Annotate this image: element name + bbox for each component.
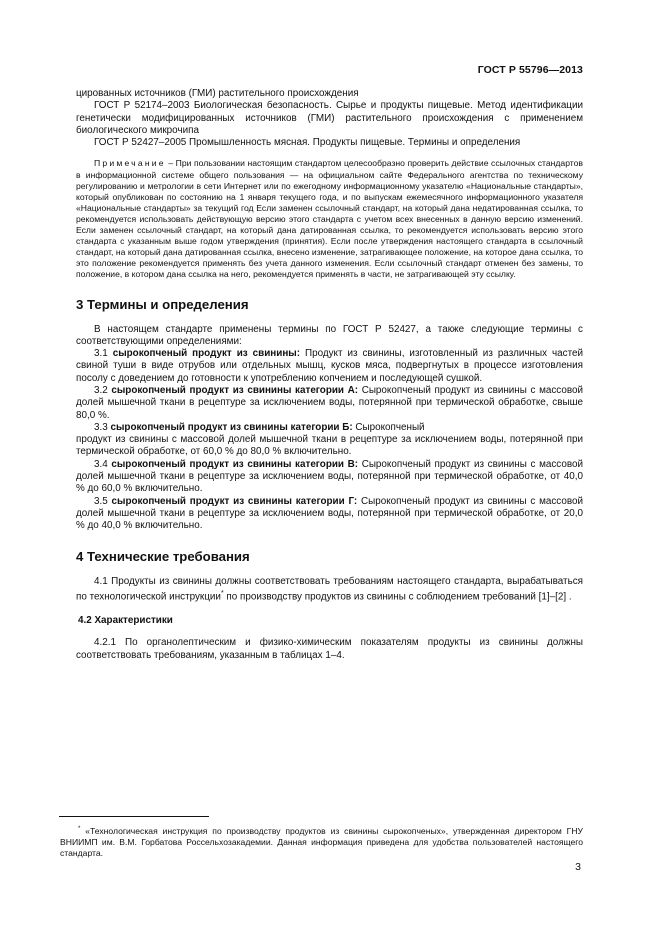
subsection-4-2-heading: 4.2 Характеристики: [78, 615, 173, 627]
term-number: 3.2: [94, 385, 112, 396]
section-3-heading: 3 Термины и определения: [76, 296, 249, 312]
term-name: сырокопченый продукт из свинины категории В:: [111, 458, 359, 470]
term-3-5: [76, 496, 583, 533]
note-text: – При пользовании настоящим стандартом целесообразно проверить действие ссылочных стандартов в информационной системе общего пользования — на официальном сайте Федерального агентства по техническому регулированию и метрологии в сети Интернет или по ежегодному информационному указателю «Национальные стандарты», который опубликован по состоянию на 1 января текущего года, и по выпускам ежемесячного информационного указателя «Национальные стандарты» за текущий год Если заменен ссылочный стандарт, на который дана недатированная ссылка, то рекомендуется использовать действующую версию этого стандарта с учетом всех внесенных в данную версию изменений. Если заменен ссылочный стандарт, на который дана датированная ссылка, то рекомендуется использовать версию этого стандарта с указанным выше годом утверждения (принятия). Если после утверждения настоящего стандарта в ссылочный стандарт, на который дана датированная ссылка, внесено изменение, затрагивающее положение, на которое дана ссылка, то это положение рекомендуется применять без учета данного изменения. Если ссылочный стандарт отменен без замены, то положение, в котором дана ссылка на него, рекомендуется применять в части, не затрагивающей эту ссылку.: [76, 158, 583, 280]
term-name: сырокопченый продукт из свинины категории Б:: [110, 421, 353, 433]
term-number: 3.5: [94, 495, 112, 507]
term-3-1: [76, 348, 583, 385]
section-3-intro: В настоящем стандарте применены термины по ГОСТ Р 52427, а также следующие термины с соответствующими определениями:: [76, 323, 583, 347]
footnote: [60, 824, 583, 859]
footnote-separator: [59, 816, 209, 817]
term-name: сырокопченый продукт из свинины:: [112, 348, 301, 360]
term-number: 3.1: [94, 348, 113, 360]
clause-4-1: [76, 576, 583, 604]
term-definition: Сырокопченый продукт из свинины с массовой долей мышечной ткани в рецептуре за исключением воды, потерянной при термической обработке, от 20,0 % до 40,0 % включительно.: [76, 495, 583, 532]
note-label: Примечание: [94, 158, 166, 169]
footnote-reference: *: [220, 589, 224, 597]
clause-4-2-1: 4.2.1 По органолептическим и физико-химическим показателям продукты из свинины должны соответствовать требованиям, указанным в таблицах 1–4.: [76, 637, 583, 661]
term-3-2: [76, 385, 583, 422]
reference-gost-52174: ГОСТ Р 52174–2003 Биологическая безопасность. Сырье и продукты пищевые. Метод идентификации генетически модифицированных источников (ГМИ) растительного происхождения с применением биологического микрочипа: [76, 100, 583, 136]
term-definition: Сырокопченый продукт из свинины с массовой долей мышечной ткани в рецептуре за исключением воды, потерянной при термической обработке, от 40,0 % до 60,0 % включительно.: [76, 458, 583, 495]
term-definition: Сырокопченый: [352, 421, 425, 433]
term-3-4: [76, 459, 583, 496]
term-name: сырокопченый продукт из свинины категории Г:: [111, 495, 358, 507]
section-4-heading: 4 Технические требования: [76, 548, 250, 564]
page-content: [76, 88, 583, 662]
term-number: 3.4: [94, 458, 112, 470]
footnote-mark: *: [78, 826, 81, 832]
reference-gost-52427: ГОСТ Р 52427–2005 Промышленность мясная. Продукты пищевые. Термины и определения: [94, 137, 521, 149]
clause-4-1-text: 4.1 Продукты из свинины должны соответствовать требованиям настоящего стандарта, вырабатываться по технологической инструкции: [76, 575, 583, 603]
term-number: 3.3: [94, 421, 111, 433]
term-name: сырокопченый продукт из свинины категории А:: [111, 385, 359, 396]
term-3-3-continuation: продукт из свинины с массовой долей мышечной ткани в рецептуре за исключением воды, потерянной при термической обработке, от 60,0 % до 80,0 % включительно.: [76, 434, 583, 458]
note-paragraph: [76, 158, 583, 280]
document-code-header: ГОСТ Р 55796—2013: [477, 64, 583, 76]
term-definition: Сырокопченый продукт из свинины с массовой долей мышечной ткани в рецептуре за исключением воды, потерянной при термической обработке, свыше 80,0 %.: [76, 385, 583, 421]
footnote-text: «Технологическая инструкция по производству продуктов из свинины сырокопченых», утвержденная директором ГНУ ВНИИМП им. В.М. Горбатова Россельхозакадемии. Данная информация приведена для удобства пользователей настоящего стандарта.: [60, 825, 583, 859]
reference-continuation: цированных источников (ГМИ) растительного происхождения: [76, 88, 359, 99]
page-number: 3: [575, 861, 581, 873]
term-3-3: [76, 422, 583, 434]
term-definition: Продукт из свинины, изготовленный из различных частей свиной туши в виде отрубов или отдельных мышц, кусков мяса, подвергнутых в процессе изготовления посолу с доведением до готовности к употреблению копчением и последующей сушкой.: [76, 348, 583, 384]
clause-4-1-rest: по производству продуктов из свинины с соблюдением требований [1]–[2] .: [223, 591, 572, 603]
